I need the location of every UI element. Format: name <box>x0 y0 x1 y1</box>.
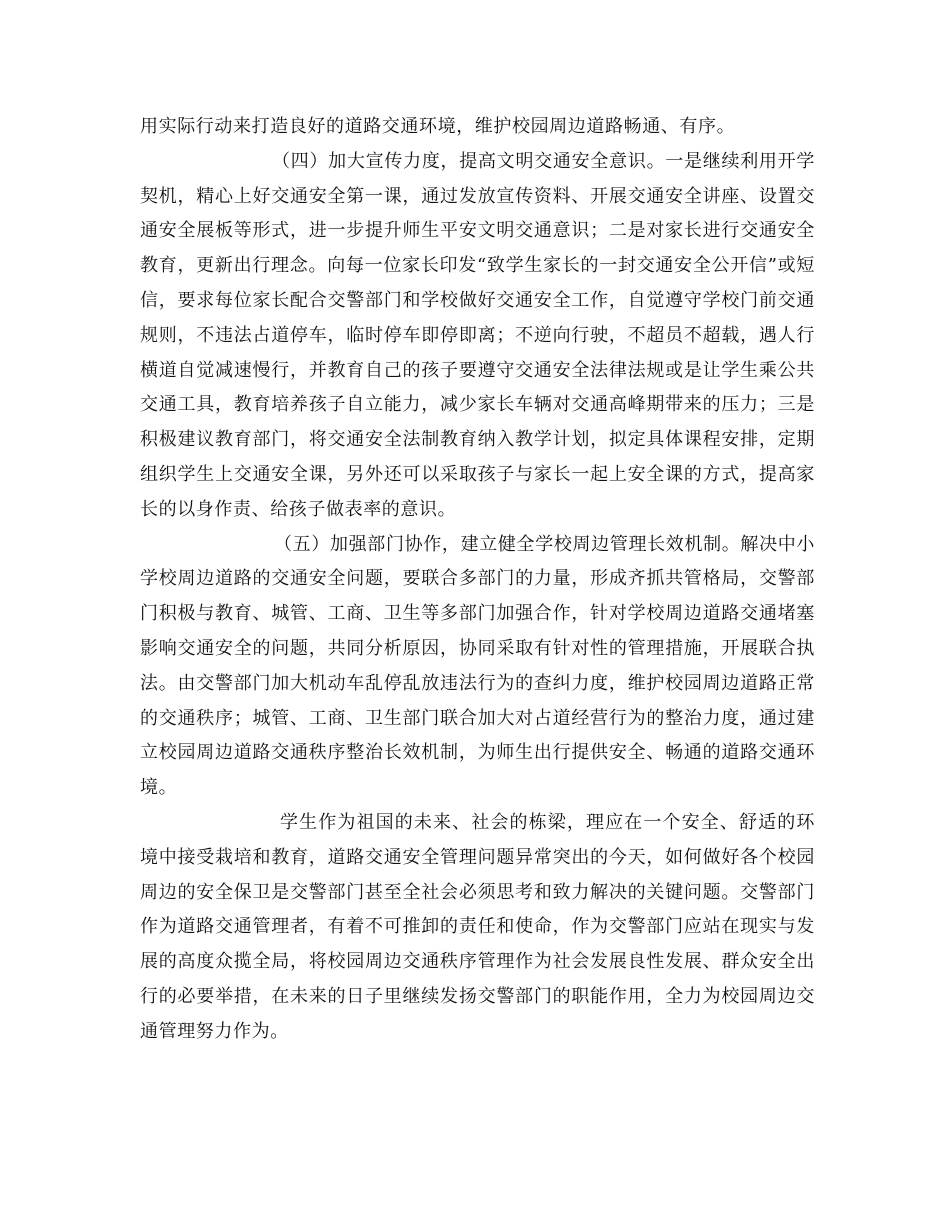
paragraph-conclusion: 学生作为祖国的未来、社会的栋梁，理应在一个安全、舒适的环境中接受栽培和教育，道路交通安全管理问题异常突出的今天，如何做好各个校园周边的安全保卫是交警部门甚至全社会必须思考和致力解决的关键问题。交警部门作为道路交通管理者，有着不可推卸的责任和使命，作为交警部门应站在现实与发展的高度众揽全局，将校园周边交通秩序管理作为社会发展良性发展、群众安全出行的必要举措，在未来的日子里继续发扬交警部门的职能作用，全力为校园周边交通管理努力作为。 <box>140 811 815 1042</box>
document-body <box>140 110 815 1050</box>
paragraph-continuation: 用实际行动来打造良好的道路交通环境，维护校园周边道路畅通、有序。 <box>140 116 736 137</box>
paragraph-section-five: （五）加强部门协作，建立健全学校周边管理长效机制。解决中小学校周边道路的交通安全问题，要联合多部门的力量，形成齐抓共管格局，交警部门积极与教育、城管、工商、卫生等多部门加强合作，针对学校周边道路交通堵塞影响交通安全的问题，共同分析原因，协同采取有针对性的管理措施，开展联合执法。由交警部门加大机动车乱停乱放违法行为的查纠力度，维护校园周边道路正常的交通秩序；城管、工商、卫生部门联合加大对占道经营行为的整治力度，通过建立校园周边道路交通秩序整治长效机制，为师生出行提供安全、畅通的道路交通环境。 <box>140 533 815 799</box>
paragraph-section-four: （四）加大宣传力度，提高文明交通安全意识。一是继续利用开学契机，精心上好交通安全第一课，通过发放宣传资料、开展交通安全讲座、设置交通安全展板等形式，进一步提升师生平安文明交通意识；二是对家长进行交通安全教育，更新出行理念。向每一位家长印发“致学生家长的一封交通安全公开信”或短信，要求每位家长配合交警部门和学校做好交通安全工作，自觉遵守学校门前交通规则，不违法占道停车，临时停车即停即离；不逆向行驶，不超员不超载，遇人行横道自觉减速慢行，并教育自己的孩子要遵守交通安全法律法规或是让学生乘公共交通工具，教育培养孩子自立能力，减少家长车辆对交通高峰期带来的压力；三是积极建议教育部门，将交通安全法制教育纳入教学计划，拟定具体课程安排，定期组织学生上交通安全课，另外还可以采取孩子与家长一起上安全课的方式，提高家长的以身作责、给孩子做表率的意识。 <box>140 150 815 520</box>
